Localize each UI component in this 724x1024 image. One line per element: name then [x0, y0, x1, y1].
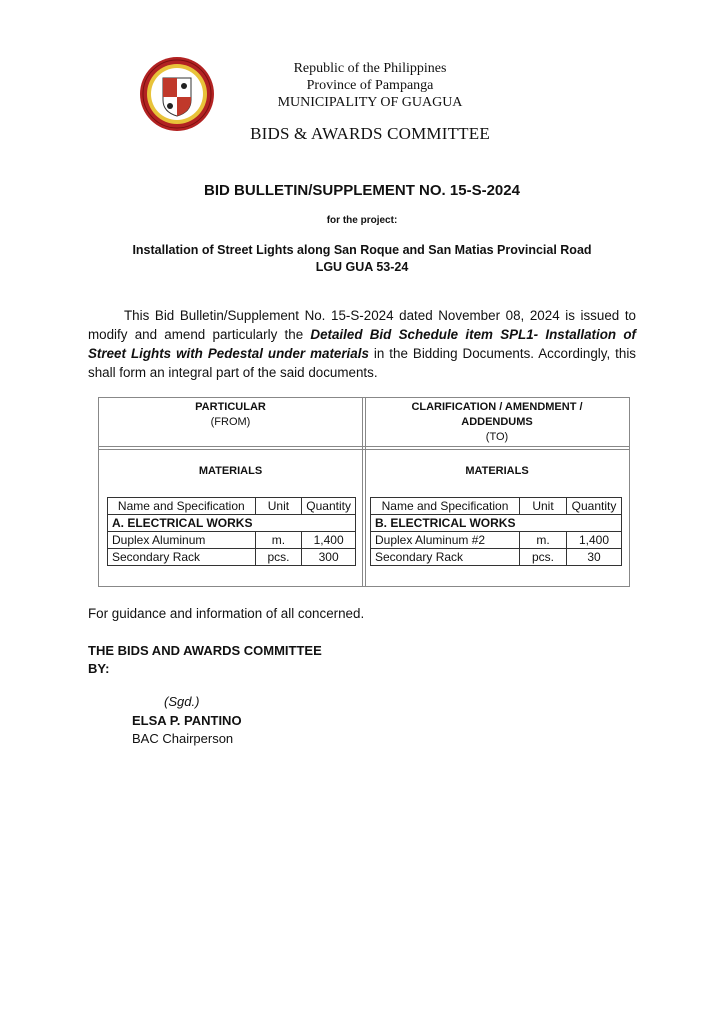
paragraph-text-1: This Bid Bulletin/Supplement No. 15-S-2024 dated November 08, 2024 is issued to modify and amend particularly the: [88, 308, 636, 342]
letterhead-republic: Republic of the Philippines: [293, 61, 447, 76]
table-header-row: [108, 498, 356, 515]
signature-by: BY:: [88, 661, 110, 676]
letterhead-committee: BIDS & AWARDS COMMITTEE: [250, 124, 490, 143]
to-materials-table: [370, 497, 622, 566]
section-row: [108, 515, 356, 532]
table-header-row: [371, 498, 622, 515]
to-materials-label: MATERIALS: [465, 465, 529, 477]
header-divider: [99, 446, 629, 447]
item-name: Duplex Aluminum: [108, 532, 256, 549]
item-unit: m.: [255, 532, 302, 549]
to-header-title-2: ADDENDUMS: [461, 416, 533, 428]
header-divider-inner: [99, 449, 629, 450]
item-qty: 30: [567, 549, 622, 566]
item-name: Duplex Aluminum #2: [371, 532, 520, 549]
letterhead-province: Province of Pampanga: [306, 78, 434, 93]
document-title: BID BULLETIN/SUPPLEMENT NO. 15-S-2024: [204, 182, 520, 199]
table-row: [371, 549, 622, 566]
to-header: [365, 400, 629, 445]
section-title: B. ELECTRICAL WORKS: [371, 515, 622, 532]
section-row: [371, 515, 622, 532]
project-title: [0, 242, 724, 276]
to-header-title-1: CLARIFICATION / AMENDMENT /: [411, 401, 583, 413]
column-divider: [362, 398, 363, 586]
signature-committee: THE BIDS AND AWARDS COMMITTEE: [88, 643, 322, 658]
col-name-header: Name and Specification: [371, 498, 520, 515]
paragraph-text-2: in the Bidding Documents. Accordingly, this shall form an integral part of the said documents.: [88, 346, 636, 380]
col-name-header: Name and Specification: [108, 498, 256, 515]
item-unit: pcs.: [255, 549, 302, 566]
col-unit-header: Unit: [255, 498, 302, 515]
signatory-name: ELSA P. PANTINO: [132, 713, 242, 728]
guidance-note: For guidance and information of all concerned.: [88, 606, 365, 621]
item-qty: 1,400: [567, 532, 622, 549]
from-materials-label: MATERIALS: [198, 465, 263, 477]
for-project-label: for the project:: [326, 215, 398, 226]
item-qty: 1,400: [302, 532, 356, 549]
col-unit-header: Unit: [520, 498, 567, 515]
item-name: Secondary Rack: [371, 549, 520, 566]
table-row: [108, 532, 356, 549]
body-paragraph: [88, 306, 636, 382]
to-header-sub: (TO): [485, 431, 509, 443]
col-qty-header: Quantity: [302, 498, 356, 515]
item-name: Secondary Rack: [108, 549, 256, 566]
section-title: A. ELECTRICAL WORKS: [108, 515, 356, 532]
from-materials-table: [107, 497, 356, 566]
from-header: [99, 400, 362, 430]
project-code: LGU GUA 53-24: [315, 260, 409, 274]
letterhead-municipality: MUNICIPALITY OF GUAGUA: [277, 95, 463, 110]
item-unit: pcs.: [520, 549, 567, 566]
from-header-sub: (FROM): [210, 416, 251, 428]
signed-mark: (Sgd.): [164, 694, 200, 709]
paragraph-emphasis: Detailed Bid Schedule item SPL1- Installation of Street Lights with Pedestal under materials: [88, 327, 636, 361]
signature-block: [88, 642, 322, 678]
item-unit: m.: [520, 532, 567, 549]
comparison-table: [98, 397, 630, 587]
col-qty-header: Quantity: [567, 498, 622, 515]
signatory-position: BAC Chairperson: [132, 731, 234, 746]
table-row: [371, 532, 622, 549]
from-header-title: PARTICULAR: [195, 401, 266, 413]
project-name: Installation of Street Lights along San Roque and San Matias Provincial Road: [132, 243, 592, 257]
item-qty: 300: [302, 549, 356, 566]
table-row: [108, 549, 356, 566]
